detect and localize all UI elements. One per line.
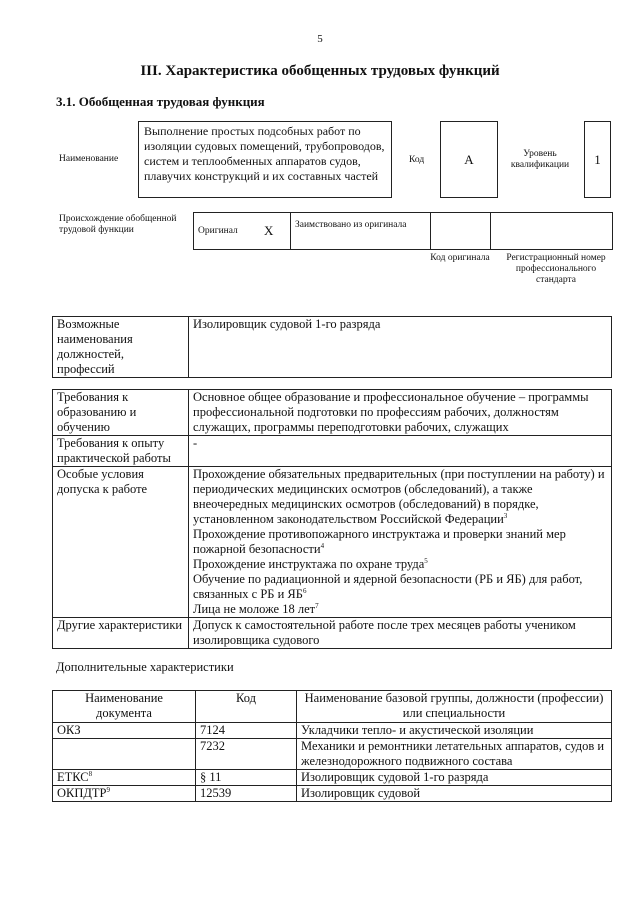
page-number: 5 xyxy=(317,33,323,45)
reg-number-label: Регистрационный номер профессионального стандарта xyxy=(506,253,606,285)
original-label: Оригинал xyxy=(198,226,238,236)
education-value: Основное общее образование и профессиональное обучение – программы профессиональной подготовки по профессиям рабочих, должностям служащих, программы переподготовки рабочих, служащих xyxy=(189,390,612,436)
special-label: Особые условия допуска к работе xyxy=(53,467,189,618)
experience-value: - xyxy=(189,436,612,467)
positions-value: Изолировщик судовой 1-го разряда xyxy=(189,317,612,378)
other-value: Допуск к самостоятельной работе после трех месяцев работы учеником изолировщика судового xyxy=(189,618,612,649)
original-mark: X xyxy=(264,223,274,238)
table-row: 7232 Механики и ремонтники летательных аппаратов, судов и железнодорожного подвижного состава xyxy=(53,739,612,770)
special-line: Обучение по радиационной и ядерной безопасности (РБ и ЯБ) для работ, связанных с РБ и $ЯБ^6$ xyxy=(193,572,583,601)
origin-code-cell xyxy=(431,213,491,249)
origin-label: Происхождение обобщенной трудовой функции xyxy=(59,214,177,235)
special-line: Прохождение инструктажа по охране труда$^5$ xyxy=(193,556,428,571)
name-label: Наименование xyxy=(59,154,119,164)
borrowed-label: Заимствовано из оригинала xyxy=(295,220,407,230)
additional-table xyxy=(52,690,612,802)
positions-label: Возможные наименования должностей, профессий xyxy=(53,317,189,378)
table-row: ОКПДТР$^9$ 12539 Изолировщик судовой xyxy=(53,786,612,802)
code-label: Код xyxy=(409,155,425,165)
subsection-title: 3.1. Обобщенная трудовая функция xyxy=(56,94,265,109)
special-conditions xyxy=(189,467,612,618)
positions-table xyxy=(52,316,612,378)
table-row: ЕТКС$^8$ § 11 Изолировщик судовой 1-го разряда xyxy=(53,770,612,786)
experience-label: Требования к опыту практической работы xyxy=(53,436,189,467)
requirements-table xyxy=(52,389,612,649)
header-code: Код xyxy=(196,691,297,723)
additional-title: Дополнительные характеристики xyxy=(56,660,234,674)
origin-table xyxy=(193,212,613,250)
special-line: Прохождение противопожарного инструктажа и проверки знаний мер пожарной безопасности$^4$ xyxy=(193,527,566,556)
code-original-label: Код оригинала xyxy=(430,253,490,263)
table-row: ОКЗ 7124 Укладчики тепло- и акустической изоляции xyxy=(53,723,612,739)
level-value-box: 1 xyxy=(584,121,611,198)
section-title: III. Характеристика обобщенных трудовых функций xyxy=(140,63,500,79)
other-label: Другие характеристики xyxy=(53,618,189,649)
code-value-box: А xyxy=(440,121,498,198)
level-label: Уровень квалификации xyxy=(510,149,570,170)
header-group: Наименование базовой группы, должности (профессии) или специальности xyxy=(297,691,612,723)
origin-original-cell xyxy=(194,213,291,249)
origin-borrowed-cell xyxy=(291,213,431,249)
special-line: Прохождение обязательных предварительных (при поступлении на работу) и периодических медицинских осмотров (обследований), а также внеочередных медицинских осмотров (обследований) в порядке, установленном законодательством Российской Федерации$^3$ xyxy=(193,467,605,526)
header-doc: Наименование документа xyxy=(53,691,196,723)
origin-reg-cell xyxy=(491,213,612,249)
special-line: Лица не моложе 18 лет$^7$ xyxy=(193,601,319,616)
education-label: Требования к образованию и обучению xyxy=(53,390,189,436)
function-name-box: Выполнение простых подсобных работ по изоляции судовых помещений, трубопроводов, систем и теплообменных аппаратов судов, плавучих конструкций и их составных частей xyxy=(138,121,392,198)
